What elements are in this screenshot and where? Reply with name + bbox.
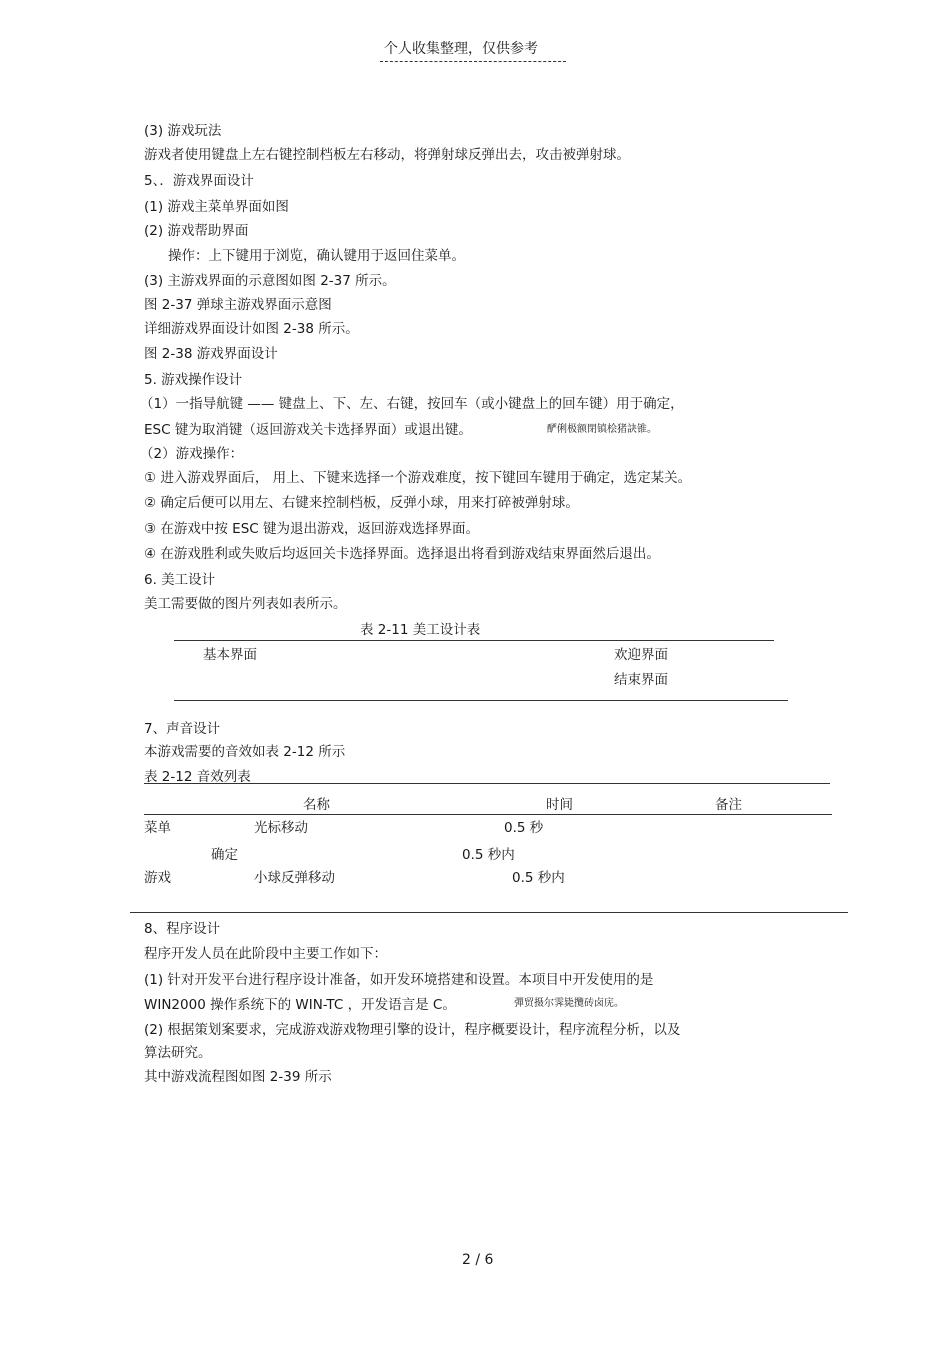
section-6-heading: 6. 美工设计 xyxy=(144,572,216,588)
operation-1-line-2: ESC 键为取消键（返回游戏关卡选择界面）或退出键。 xyxy=(144,422,472,438)
table-2-12-header-note: 备注 xyxy=(715,797,742,813)
hidden-watermark-text: 彈贸摄尔霁毙攬砖卤庑。 xyxy=(514,998,624,1009)
table-2-11-right-cell: 结束界面 xyxy=(614,672,668,688)
section-5-item-3: (3) 主游戏界面的示意图如图 2-37 所示。 xyxy=(144,273,396,289)
section-8-heading: 8、程序设计 xyxy=(144,921,221,937)
hidden-watermark-text: 酽俐极额閉镇桧猪訣锥。 xyxy=(547,424,657,435)
table-2-11-right-cell: 欢迎界面 xyxy=(614,647,668,663)
section-3-heading: (3) 游戏玩法 xyxy=(144,123,222,139)
table-2-12-bottom-rule xyxy=(130,912,848,913)
table-2-11-top-rule xyxy=(174,640,774,641)
figure-2-37-caption: 图 2-37 弹球主游戏界面示意图 xyxy=(144,297,332,313)
section-7-heading: 7、声音设计 xyxy=(144,721,221,737)
operation-2-heading: （2）游戏操作： xyxy=(140,446,244,462)
operation-2-item: ③ 在游戏中按 ESC 键为退出游戏，返回游戏选择界面。 xyxy=(144,521,480,537)
table-2-12-top-rule xyxy=(144,783,830,784)
section-5-heading: 5、．游戏界面设计 xyxy=(144,173,254,189)
operation-2-item: ② 确定后便可以用左、右键来控制档板，反弹小球，用来打碎被弹射球。 xyxy=(144,495,579,511)
table-2-11-caption: 表 2-11 美工设计表 xyxy=(360,622,481,638)
operation-1-line-1: （1）一指导航键 —— 键盘上、下、左、右键，按回车（或小键盘上的回车键）用于确定， xyxy=(140,396,684,412)
table-row-name: 光标移动 xyxy=(254,820,308,836)
section-8-item-1-line-1: (1) 针对开发平台进行程序设计准备，如开发环境搭建和设置。本项目中开发使用的是 xyxy=(144,972,654,988)
table-row-category: 菜单 xyxy=(144,820,171,836)
section-7-body: 本游戏需要的音效如表 2-12 所示 xyxy=(144,744,346,760)
section-3-body: 游戏者使用键盘上左右键控制档板左右移动，将弹射球反弹出去，攻击被弹射球。 xyxy=(144,147,630,163)
section-8-item-1-line-2: WIN2000 操作系统下的 WIN-TC ，开发语言是 C。 xyxy=(144,997,456,1013)
section-8-body: 程序开发人员在此阶段中主要工作如下： xyxy=(144,946,387,962)
page-header: 个人收集整理，仅供参考 xyxy=(384,41,538,57)
section-8-item-2-line-2: 算法研究。 xyxy=(144,1045,212,1061)
table-row-time: 0.5 秒 xyxy=(504,820,544,836)
header-divider xyxy=(380,61,566,62)
table-2-12-caption: 表 2-12 音效列表 xyxy=(144,769,251,785)
section-8-ending: 其中游戏流程图如图 2-39 所示 xyxy=(144,1069,332,1085)
detail-text: 详细游戏界面设计如图 2-38 所示。 xyxy=(144,321,359,337)
section-5-item-1: (1) 游戏主菜单界面如图 xyxy=(144,199,289,215)
page-number: 2 / 6 xyxy=(462,1252,494,1268)
section-6-body: 美工需要做的图片列表如表所示。 xyxy=(144,596,347,612)
table-row-name: 确定 xyxy=(211,847,238,863)
table-2-12-header-time: 时间 xyxy=(546,797,573,813)
table-2-12-header-rule xyxy=(144,814,832,815)
figure-2-38-caption: 图 2-38 游戏界面设计 xyxy=(144,346,278,362)
table-row-time: 0.5 秒内 xyxy=(512,870,565,886)
table-2-11-left-cell: 基本界面 xyxy=(203,647,257,663)
operation-2-item: ④ 在游戏胜利或失败后均返回关卡选择界面。选择退出将看到游戏结束界面然后退出。 xyxy=(144,546,660,562)
section-8-item-2-line-1: (2) 根据策划案要求，完成游戏游戏物理引擎的设计，程序概要设计，程序流程分析，以及 xyxy=(144,1022,681,1038)
section-5b-heading: 5. 游戏操作设计 xyxy=(144,372,243,388)
table-2-11-bottom-rule xyxy=(174,700,788,701)
operation-2-item: ① 进入游戏界面后， 用上、下键来选择一个游戏难度，按下键回车键用于确定，选定某关。 xyxy=(144,470,692,486)
section-5-item-2: (2) 游戏帮助界面 xyxy=(144,223,249,239)
table-2-12-header-name: 名称 xyxy=(303,797,330,813)
section-5-item-2-operation: 操作：上下键用于浏览，确认键用于返回住菜单。 xyxy=(168,248,465,264)
table-row-category: 游戏 xyxy=(144,870,171,886)
table-row-name: 小球反弹移动 xyxy=(254,870,335,886)
table-row-time: 0.5 秒内 xyxy=(462,847,515,863)
